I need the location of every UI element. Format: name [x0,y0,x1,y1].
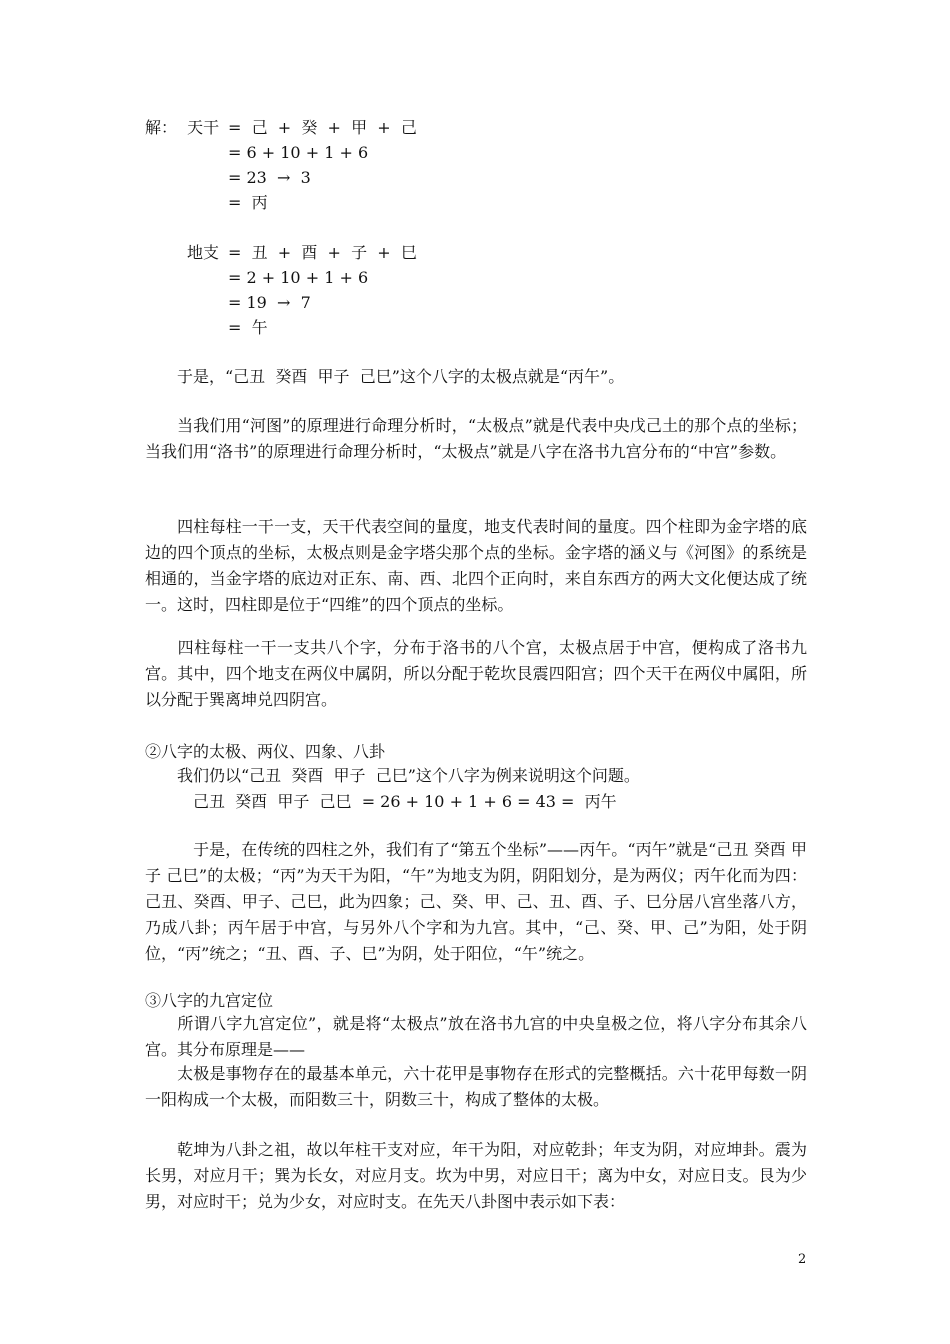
paragraph-pyramid [145,514,807,618]
dizhi-line-4: = 午 [228,318,268,337]
dizhi-line-2: = 2 + 10 + 1 + 6 [228,268,369,287]
tiangan-line-1: = 己 + 癸 + 甲 + 己 [228,118,417,137]
paragraph-text: 所谓八字九宫定位”，就是将“太极点”放在洛书九宫的中央皇极之位，将八字分布其余八宫。其分布原理是—— [145,1014,807,1059]
paragraph-text: 乾坤为八卦之祖，故以年柱干支对应，年干为阳，对应乾卦；年支为阴，对应坤卦。震为长男，对应月干；巽为长女，对应月支。坎为中男，对应日干；离为中女，对应日支。艮为少男，对应时干；兑为少女，对应时支。在先天八卦图中表示如下表： [145,1140,807,1211]
paragraph-qian-kun [145,1137,807,1215]
dizhi-label: 地支 [187,243,220,262]
dizhi-line-1: = 丑 + 酉 + 子 + 巳 [228,243,417,262]
tiangan-line-4: = 丙 [228,193,268,212]
paragraph-taiji-result: 于是，“己丑 癸酉 甲子 己巳”这个八字的太极点就是“丙午”。 [177,367,625,386]
paragraph-text: 于是，在传统的四柱之外，我们有了“第五个坐标”——丙午。“丙午”就是“己丑 癸酉 甲子 己巳”的太极；“丙”为天干为阳，“午”为地支为阴，阴阳划分，是为两仪；丙午化而为四：己丑、癸酉、甲子、己巳，此为四象；己、癸、甲、己、丑、酉、子、巳分居八宫坐落八方，乃成八卦；丙午居于中宫，与另外八个字和为九宫。其中，“己、癸、甲、己”为阳，处于阴位，“丙”统之；“丑、酉、子、巳”为阴，处于阳位，“午”统之。 [145,840,807,963]
dizhi-line-3: = 19 → 7 [228,293,311,312]
paragraph-hetu-luoshu [145,413,807,465]
paragraph-text: 当我们用“河图”的原理进行命理分析时，“太极点”就是代表中央戊己土的那个点的坐标；当我们用“洛书”的原理进行命理分析时，“太极点”就是八字在洛书九宫分布的“中宫”参数。 [145,416,807,461]
paragraph-sixty-jiazi [145,1061,807,1113]
paragraph-fifth-coordinate [145,837,807,967]
tiangan-line-3: = 23 → 3 [228,168,311,187]
tiangan-label: 解： 天干 [145,118,220,137]
section-heading-2: ②八字的太极、两仪、四象、八卦 [145,742,386,761]
formula-line: 己丑 癸酉 甲子 己巳 = 26 + 10 + 1 + 6 = 43 = 丙午 [193,792,617,811]
paragraph-luoshu-palaces [145,635,807,713]
paragraph-example: 我们仍以“己丑 癸酉 甲子 己巳”这个八字为例来说明这个问题。 [177,766,640,785]
page-number: 2 [798,1252,807,1267]
section-heading-3: ③八字的九宫定位 [145,991,274,1010]
paragraph-nine-palaces [145,1011,807,1063]
tiangan-line-2: = 6 + 10 + 1 + 6 [228,143,369,162]
paragraph-text: 四柱每柱一干一支，天干代表空间的量度，地支代表时间的量度。四个柱即为金字塔的底边的四个顶点的坐标，太极点则是金字塔尖那个点的坐标。金字塔的涵义与《河图》的系统是相通的，当金字塔的底边对正东、南、西、北四个正向时，来自东西方的两大文化便达成了统一。这时，四柱即是位于“四维”的四个顶点的坐标。 [145,517,807,614]
paragraph-text: 太极是事物存在的最基本单元，六十花甲是事物存在形式的完整概括。六十花甲每数一阴一阳构成一个太极，而阳数三十，阴数三十，构成了整体的太极。 [145,1064,807,1109]
paragraph-text: 四柱每柱一干一支共八个字，分布于洛书的八个宫，太极点居于中宫，便构成了洛书九宫。其中，四个地支在两仪中属阴，所以分配于乾坎艮震四阳宫；四个天干在两仪中属阳，所以分配于巽离坤兑四阴宫。 [145,638,807,709]
